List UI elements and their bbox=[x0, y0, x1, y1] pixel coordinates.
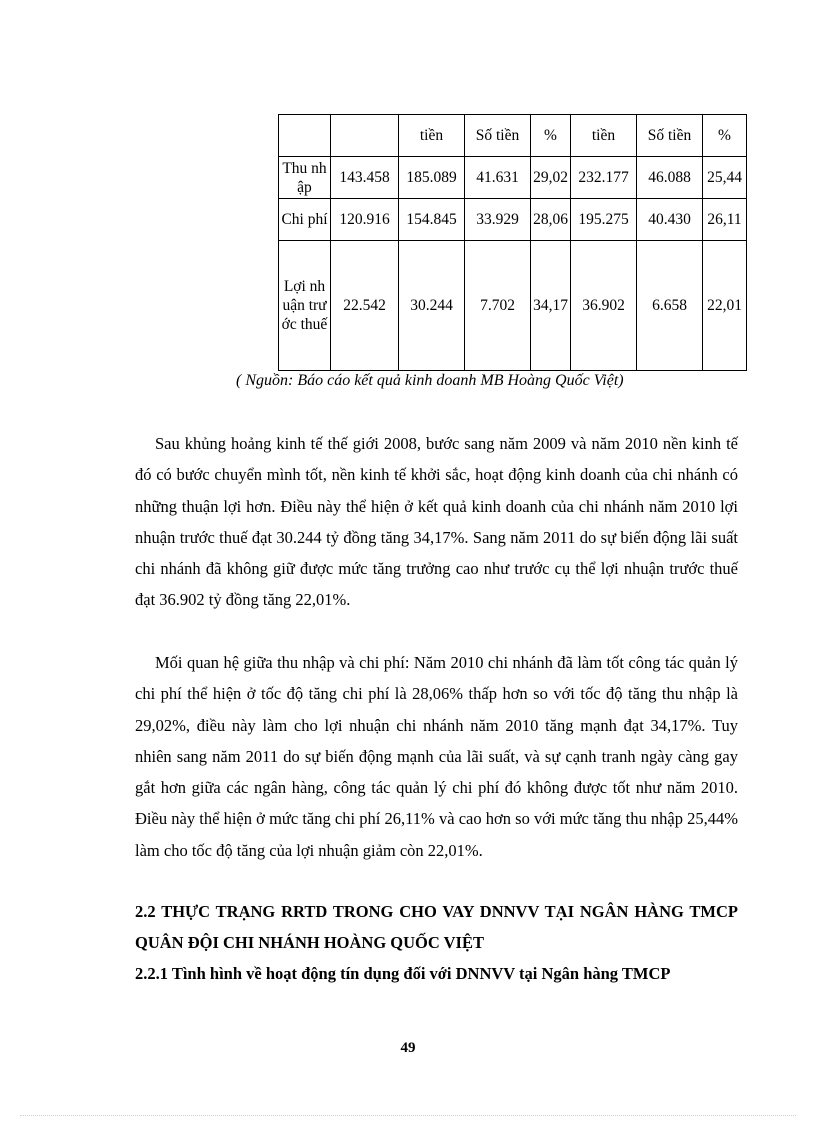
table-cell: 26,11 bbox=[703, 199, 747, 241]
header-cell: % bbox=[531, 115, 571, 157]
table-cell: 25,44 bbox=[703, 157, 747, 199]
table-cell: 29,02 bbox=[531, 157, 571, 199]
page-footer-divider bbox=[20, 1115, 796, 1116]
header-cell bbox=[279, 115, 331, 157]
table-cell: 22.542 bbox=[331, 241, 399, 371]
header-cell: Số tiền bbox=[465, 115, 531, 157]
table-cell: 7.702 bbox=[465, 241, 531, 371]
row-label: Thu nhập bbox=[279, 157, 331, 199]
table-cell: 154.845 bbox=[399, 199, 465, 241]
row-label: Lợi nhuận trước thuế bbox=[279, 241, 331, 371]
table-cell: 34,17 bbox=[531, 241, 571, 371]
table-cell: 232.177 bbox=[571, 157, 637, 199]
body-paragraph-1 bbox=[135, 428, 738, 616]
table-cell: 33.929 bbox=[465, 199, 531, 241]
header-cell: % bbox=[703, 115, 747, 157]
table-cell: 185.089 bbox=[399, 157, 465, 199]
table-cell: 30.244 bbox=[399, 241, 465, 371]
section-heading: 2.2 THỰC TRẠNG RRTD TRONG CHO VAY DNNVV TẠI NGÂN HÀNG TMCP QUÂN ĐỘI CHI NHÁNH HOÀNG QUỐC VIỆT bbox=[135, 902, 738, 953]
table-cell: 46.088 bbox=[637, 157, 703, 199]
page-number: 49 bbox=[400, 1040, 416, 1056]
table-row-income bbox=[279, 157, 747, 199]
table-cell: 28,06 bbox=[531, 199, 571, 241]
body-paragraph-2 bbox=[135, 647, 738, 866]
table-header-row bbox=[279, 115, 747, 157]
table-cell: 6.658 bbox=[637, 241, 703, 371]
table-cell: 40.430 bbox=[637, 199, 703, 241]
header-cell bbox=[331, 115, 399, 157]
table-cell: 143.458 bbox=[331, 157, 399, 199]
header-cell: Số tiền bbox=[637, 115, 703, 157]
header-cell: tiền bbox=[399, 115, 465, 157]
table-cell: 22,01 bbox=[703, 241, 747, 371]
paragraph-text: Mối quan hệ giữa thu nhập và chi phí: Năm 2010 chi nhánh đã làm tốt công tác quản lý chi phí thể hiện ở tốc độ tăng chi phí là 28,06% thấp hơn so với tốc độ tăng thu nhập là 29,02%, điều này làm cho lợi nhuận chi nhánh năm 2010 tăng mạnh đạt 34,17%. Tuy nhiên sang năm 2011 do sự biến động mạnh của lãi suất, và sự cạnh tranh ngày càng gay gắt hơn giữa các ngân hàng, công tác quản lý chi phí đó không được tốt như năm 2010. Điều này thể hiện ở mức tăng chi phí 26,11% và cao hơn so với mức tăng thu nhập 25,44% làm cho tốc độ tăng của lợi nhuận giảm còn 22,01%. bbox=[135, 653, 738, 860]
table-row-profit bbox=[279, 241, 747, 371]
table-source-note: ( Nguồn: Báo cáo kết quả kinh doanh MB Hoàng Quốc Việt) bbox=[236, 372, 624, 389]
table-cell: 120.916 bbox=[331, 199, 399, 241]
paragraph-text: Sau khủng hoảng kinh tế thế giới 2008, bước sang năm 2009 và năm 2010 nền kinh tế đó có bước chuyển mình tốt, nền kinh tế khởi sắc, hoạt động kinh doanh của chi nhánh có những thuận lợi hơn. Điều này thể hiện ở kết quả kinh doanh của chi nhánh năm 2010 lợi nhuận trước thuế đạt 30.244 tỷ đồng tăng 34,17%. Sang năm 2011 do sự biến động lãi suất chi nhánh đã không giữ được mức tăng trưởng cao như trước cụ thể lợi nhuận trước thuế đạt 36.902 tỷ đồng tăng 22,01%. bbox=[135, 434, 738, 610]
table-row-expense bbox=[279, 199, 747, 241]
header-cell: tiền bbox=[571, 115, 637, 157]
table-cell: 195.275 bbox=[571, 199, 637, 241]
table-cell: 41.631 bbox=[465, 157, 531, 199]
table-cell: 36.902 bbox=[571, 241, 637, 371]
financial-table bbox=[278, 114, 747, 371]
row-label: Chi phí bbox=[279, 199, 331, 241]
subsection-heading: 2.2.1 Tình hình về hoạt động tín dụng đối với DNNVV tại Ngân hàng TMCP bbox=[135, 964, 671, 983]
